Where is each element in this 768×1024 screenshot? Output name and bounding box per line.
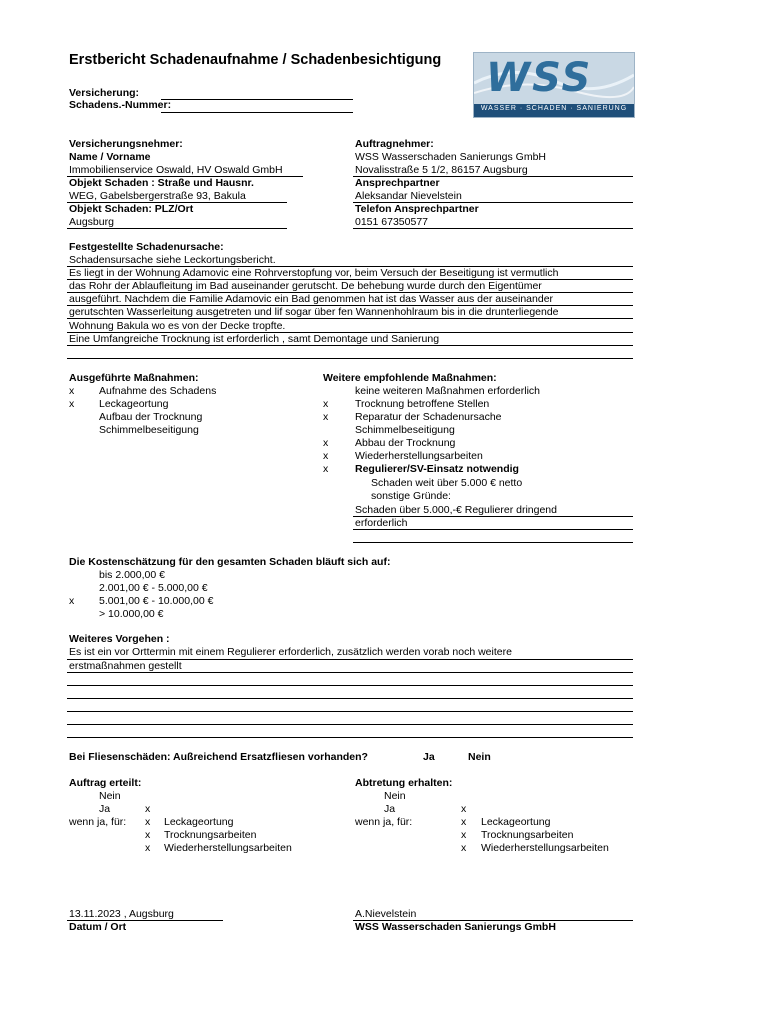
list-item: Trocknungsarbeiten bbox=[481, 829, 574, 841]
list-item: Trocknungsarbeiten bbox=[164, 829, 257, 841]
list-item: Wiederherstellungsarbeiten bbox=[355, 450, 483, 462]
an-name: WSS Wasserschaden Sanierungs GmbH bbox=[355, 151, 547, 163]
date-value: 13.11.2023 , Augsburg bbox=[69, 908, 174, 920]
check-mark: x bbox=[461, 842, 467, 854]
sign-value: A.Nievelstein bbox=[355, 908, 417, 920]
list-item: Aufbau der Trocknung bbox=[99, 411, 203, 423]
abtretung-nein: Nein bbox=[384, 790, 406, 802]
list-item: Schimmelbeseitigung bbox=[99, 424, 199, 436]
an-label: Auftragnehmer: bbox=[355, 138, 434, 150]
grund-line: Schaden über 5.000,-€ Regulierer dringend bbox=[355, 504, 557, 516]
fliesen-ja[interactable]: Ja bbox=[423, 751, 435, 763]
divider bbox=[67, 345, 633, 346]
divider bbox=[353, 542, 633, 543]
date-label: Datum / Ort bbox=[69, 921, 127, 933]
list-item: 2.001,00 € - 5.000,00 € bbox=[99, 582, 208, 594]
sub-item: Schaden weit über 5.000 € netto bbox=[371, 477, 523, 489]
weitere-label: Weitere empfohlende Maßnahmen: bbox=[323, 372, 497, 384]
vorgehen-line: erstmaßnahmen gestellt bbox=[69, 660, 182, 672]
check-mark: x bbox=[461, 816, 467, 828]
ursache-line: Schadensursache siehe Leckortungsbericht. bbox=[69, 254, 276, 266]
auftrag-nein: Nein bbox=[99, 790, 121, 802]
check-mark: x bbox=[461, 803, 467, 815]
fliesen-question: Bei Fliesenschäden: Außreichend Ersatzfliesen vorhanden? bbox=[69, 751, 368, 763]
company-logo bbox=[473, 52, 635, 118]
divider bbox=[67, 685, 633, 686]
divider bbox=[67, 318, 633, 319]
ap-label: Ansprechpartner bbox=[355, 177, 440, 189]
list-item: keine weiteren Maßnahmen erforderlich bbox=[355, 385, 541, 397]
page-title: Erstbericht Schadenaufnahme / Schadenbesichtigung bbox=[69, 52, 442, 68]
plz-value: Augsburg bbox=[69, 216, 114, 228]
vn-label: Versicherungsnehmer: bbox=[69, 138, 183, 150]
divider bbox=[67, 737, 633, 738]
auftrag-ja: Ja bbox=[99, 803, 111, 815]
fliesen-nein[interactable]: Nein bbox=[468, 751, 491, 763]
list-item: Schimmelbeseitigung bbox=[355, 424, 455, 436]
ursache-line: ausgeführt. Nachdem die Familie Adamovic ein Bad genommen hat ist das Wasser aus der auseinander bbox=[69, 293, 554, 305]
check-mark: x bbox=[323, 411, 329, 423]
logo-text: WSS bbox=[486, 55, 593, 101]
list-item: Abbau der Trocknung bbox=[355, 437, 456, 449]
check-mark: x bbox=[69, 385, 75, 397]
ursache-line: das Rohr der Ablaufleitung im Bad auseinander gerutscht. De behebung wurde durch den Eigentümer bbox=[69, 280, 542, 292]
auftrag-label: Auftrag erteilt: bbox=[69, 777, 142, 789]
ursache-line: gerutschten Wasserleitung ausgetreten und lif sogar über fen Wannenhohlraum bis in die drunterliegende bbox=[69, 306, 559, 318]
ap-value: Aleksandar Nievelstein bbox=[355, 190, 462, 202]
auftrag-wenn: wenn ja, für: bbox=[69, 816, 127, 828]
check-mark: x bbox=[145, 829, 151, 841]
list-item: bis 2.000,00 € bbox=[99, 569, 165, 581]
grund-line: erforderlich bbox=[355, 517, 408, 529]
check-mark: x bbox=[145, 816, 151, 828]
sign-label: WSS Wasserschaden Sanierungs GmbH bbox=[355, 921, 556, 933]
list-item: Leckageortung bbox=[164, 816, 234, 828]
divider bbox=[67, 698, 633, 699]
check-mark: x bbox=[323, 450, 329, 462]
tel-value: 0151 67350577 bbox=[355, 216, 428, 228]
list-item: Regulierer/SV-Einsatz notwendig bbox=[355, 463, 519, 475]
objekt-value: WEG, Gabelsbergerstraße 93, Bakula bbox=[69, 190, 246, 202]
check-mark: x bbox=[145, 803, 151, 815]
ausgefuehrt-label: Ausgeführte Maßnahmen: bbox=[69, 372, 199, 384]
list-item: Leckageortung bbox=[99, 398, 169, 410]
list-item: Reparatur der Schadenursache bbox=[355, 411, 502, 423]
check-mark: x bbox=[323, 463, 329, 475]
name-value: Immobilienservice Oswald, HV Oswald GmbH bbox=[69, 164, 283, 176]
divider bbox=[67, 724, 633, 725]
versicherung-label: Versicherung: bbox=[69, 87, 140, 99]
list-item: Leckageortung bbox=[481, 816, 551, 828]
logo-tagline: WASSER · SCHADEN · SANIERUNG bbox=[480, 105, 628, 112]
divider bbox=[67, 228, 287, 229]
ursache-label: Festgestellte Schadenursache: bbox=[69, 241, 224, 253]
check-mark: x bbox=[69, 595, 75, 607]
divider bbox=[67, 358, 633, 359]
divider bbox=[353, 228, 633, 229]
objekt-label: Objekt Schaden : Straße und Hausnr. bbox=[69, 177, 254, 189]
list-item: Wiederherstellungsarbeiten bbox=[481, 842, 609, 854]
list-item: 5.001,00 € - 10.000,00 € bbox=[99, 595, 214, 607]
vorgehen-line: Es ist ein vor Orttermin mit einem Regulierer erforderlich, zusätzlich werden vorab noch weitere bbox=[69, 646, 512, 658]
list-item: > 10.000,00 € bbox=[99, 608, 164, 620]
ursache-line: Eine Umfangreiche Trocknung ist erforderlich , samt Demontage und Sanierung bbox=[69, 333, 440, 345]
name-label: Name / Vorname bbox=[69, 151, 151, 163]
divider bbox=[67, 711, 633, 712]
check-mark: x bbox=[323, 437, 329, 449]
schadensnummer-field[interactable] bbox=[161, 112, 353, 113]
plz-label: Objekt Schaden: PLZ/Ort bbox=[69, 203, 194, 215]
list-item: Wiederherstellungsarbeiten bbox=[164, 842, 292, 854]
abtretung-ja: Ja bbox=[384, 803, 396, 815]
ursache-line: Wohnung Bakula wo es von der Decke tropfte. bbox=[69, 320, 286, 332]
divider bbox=[353, 529, 633, 530]
abtretung-wenn: wenn ja, für: bbox=[355, 816, 413, 828]
tel-label: Telefon Ansprechpartner bbox=[355, 203, 479, 215]
sub-item: sonstige Gründe: bbox=[371, 490, 451, 502]
check-mark: x bbox=[69, 398, 75, 410]
abtretung-label: Abtretung erhalten: bbox=[355, 777, 453, 789]
ursache-line: Es liegt in der Wohnung Adamovic eine Rohrverstopfung vor, beim Versuch der Beseitigung ist vermutlich bbox=[69, 267, 559, 279]
schadensnummer-label: Schadens.-Nummer: bbox=[69, 99, 172, 111]
kosten-label: Die Kostenschätzung für den gesamten Schaden bläuft sich auf: bbox=[69, 556, 391, 568]
an-address: Novalisstraße 5 1/2, 86157 Augsburg bbox=[355, 164, 528, 176]
list-item: Trocknung betroffene Stellen bbox=[355, 398, 490, 410]
divider bbox=[67, 672, 633, 673]
list-item: Aufnahme des Schadens bbox=[99, 385, 217, 397]
check-mark: x bbox=[461, 829, 467, 841]
vorgehen-label: Weiteres Vorgehen : bbox=[69, 633, 170, 645]
check-mark: x bbox=[323, 398, 329, 410]
versicherung-field[interactable] bbox=[161, 99, 353, 100]
check-mark: x bbox=[145, 842, 151, 854]
